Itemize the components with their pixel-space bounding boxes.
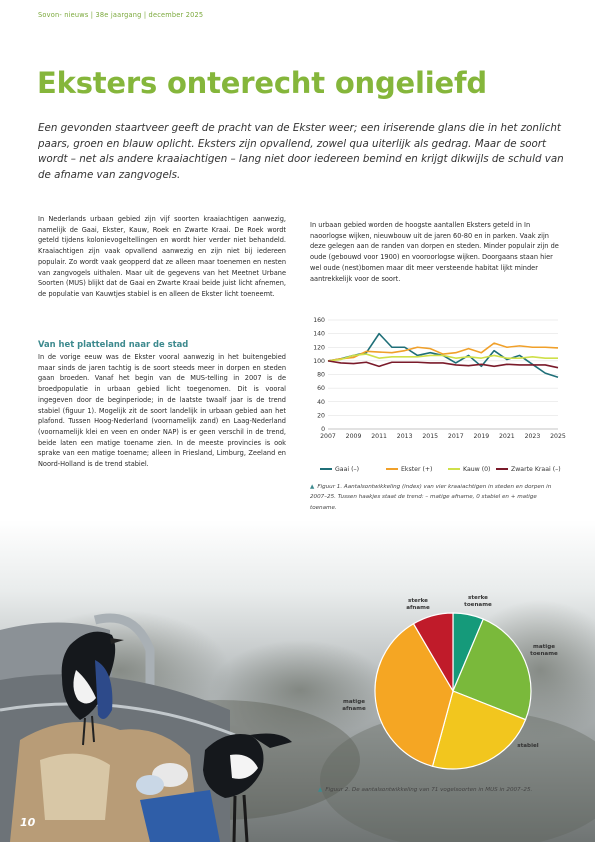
section-subheading: Van het platteland naar de stad <box>38 339 189 349</box>
figure1-caption-text: Figuur 1. Aantalsontwikkeling (index) van vier kraaiachtigen in steden en dorpen in 2007–25. Tussen haakjes staat de trend: – matige afname, 0 stabiel en + matige toename. <box>310 484 552 511</box>
body-paragraph: In Nederlands urbaan gebied zijn vijf soorten kraaiachtigen aanwezig, namelijk de Gaai, Ekster, Kauw, Roek en Zwarte Kraai. De Roek wordt geteld tijdens kolonievogeltellingen en wordt hier verder niet behandeld. Kraaiachtigen zijn vaak opvallend aanwezig en zijn niet bij iedereen populair. Zo wordt vaak geopperd dat ze alleen maar toenemen en nesten van zangvogels uithalen. Maar uit de gegevens van het Meetnet Urbane Soorten (MUS) blijkt dat de Gaai en Zwarte Kraai beide juist licht afnemen, de populatie van Kauwtjes stabiel is en alleen de Ekster licht toeneemt. <box>38 215 286 298</box>
y-tick-label: 160 <box>313 317 325 324</box>
pie-slice-label: matige toename <box>530 644 558 657</box>
article-title: Eksters onterecht ongeliefd <box>37 66 487 100</box>
pie-chart-figure2 <box>322 590 572 780</box>
figure2-caption <box>318 785 573 795</box>
body-column-left-main <box>38 352 286 470</box>
body-paragraph: In de vorige eeuw was de Ekster vooral aanwezig in het buitengebied maar sinds de jaren tachtig is de soort steeds meer in dorpen en steden gaan broeden. Vanaf het begin van de MUS-telling in 2007 is de broedpopulatie in urbaan gebied licht toegenomen. Dit is vooral ingegeven door de beginperiode; in de laatste twaalf jaar is de trend stabiel (figuur 1). Mogelijk zit de soort landelijk in urbaan gebied aan het plafond. Tussen Hoog-Nederland (voornamelijk zand) en Laag-Nederland (voornamelijk klei en veen en onder NAP) is er geen verschil in de trend, beide laten een matige toename zien. In de meeste provincies is ook sprake van een matige toename; alleen in Friesland, Limburg, Zeeland en Noord-Holland is de trend stabiel. <box>38 353 286 469</box>
legend-label: Zwarte Kraai (–) <box>511 466 561 473</box>
y-tick-label: 0 <box>321 426 325 433</box>
pie-slice-label: matige afname <box>342 699 366 712</box>
page-number: 10 <box>20 816 36 829</box>
x-tick-label: 2011 <box>371 433 387 440</box>
legend-label: Ekster (+) <box>401 466 433 473</box>
pie-slice-label: stabiel <box>517 743 539 749</box>
y-tick-label: 60 <box>317 385 325 393</box>
x-tick-label: 2021 <box>499 433 515 440</box>
y-tick-label: 40 <box>317 398 325 406</box>
pie-slice-label: sterke afname <box>406 598 430 611</box>
series-line <box>328 361 558 368</box>
x-tick-label: 2017 <box>447 433 464 440</box>
x-tick-label: 2013 <box>396 433 413 440</box>
running-header: Sovon- nieuws | 38e jaargang | december 2025 <box>38 11 204 19</box>
line-chart-svg <box>300 314 568 484</box>
x-tick-label: 2015 <box>422 433 439 440</box>
figure2-caption-text: Figuur 2. De aantalsontwikkeling van 71 vogelsoorten in MUS in 2007–25. <box>325 787 533 793</box>
x-tick-label: 2025 <box>550 433 566 440</box>
x-tick-label: 2023 <box>524 433 541 440</box>
pie-chart-svg <box>322 590 572 780</box>
x-tick-label: 2007 <box>320 433 336 440</box>
x-tick-label: 2019 <box>473 433 490 440</box>
body-column-right <box>310 220 560 284</box>
figure1-caption <box>310 482 565 513</box>
y-tick-label: 120 <box>313 344 325 352</box>
y-tick-label: 100 <box>313 357 325 365</box>
y-tick-label: 20 <box>317 412 325 420</box>
pie-slice-label: sterke toename <box>464 595 492 608</box>
body-column-left-intro <box>38 214 286 300</box>
legend-label: Gaai (–) <box>335 466 359 473</box>
article-lead: Een gevonden staartveer geeft de pracht van de Ekster weer; een iriserende glans die in het zonlicht paars, groen en blauw oplicht. Eksters zijn opvallend, zowel qua uiterlijk als gedrag. Maar de soort wordt – net als andere kraaiachtigen – lang niet door iedereen bemind en krijgt dikwijls de schuld van de afname van zangvogels. <box>38 122 564 181</box>
legend-label: Kauw (0) <box>463 466 491 473</box>
y-tick-label: 140 <box>313 330 325 338</box>
series-line <box>328 354 558 361</box>
line-chart-figure1 <box>300 314 568 484</box>
body-paragraph: In urbaan gebied worden de hoogste aantallen Eksters geteld in In naoorlogse wijken, nieuwbouw uit de jaren 60-80 en in parken. Vaak zijn deze gelegen aan de randen van dorpen en steden. Minder populair zijn de oude (gebouwd voor 1900) en vooroorlogse wijken. Doorgaans staan hier wel oude (nest)bomen maar dit meer versteende habitat lijkt minder aantrekkelijk voor de soort. <box>310 221 559 283</box>
caption-marker-icon: ▲ <box>310 484 315 490</box>
caption-marker-icon: ▲ <box>318 787 323 793</box>
x-tick-label: 2009 <box>345 433 362 440</box>
y-tick-label: 80 <box>317 371 325 379</box>
